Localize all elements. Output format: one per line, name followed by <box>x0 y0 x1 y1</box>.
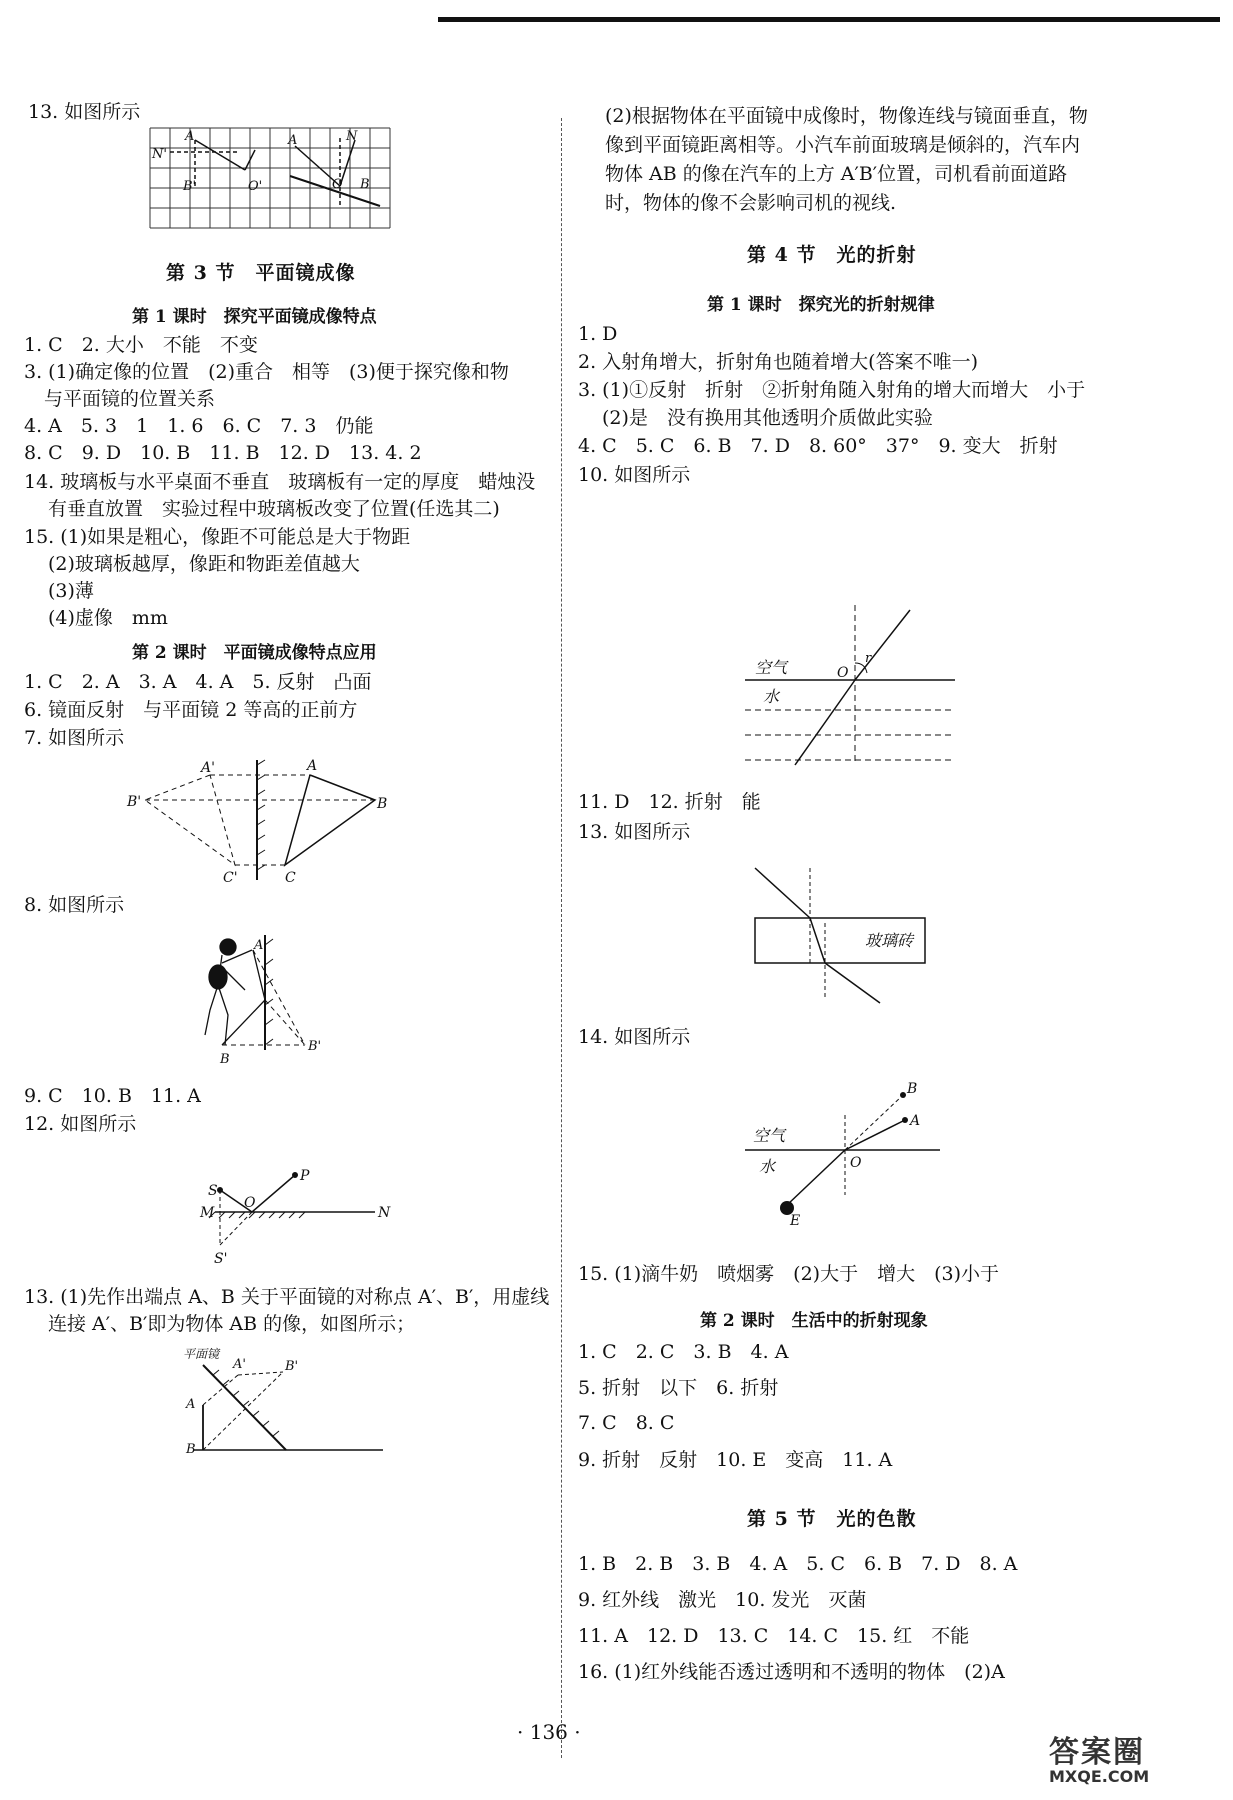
svg-text:N: N <box>378 1205 391 1221</box>
q14-figure-label: 14. 如图所示 <box>578 1026 691 1048</box>
answer-line: 9. 红外线 激光 10. 发光 灭菌 <box>578 1589 867 1611</box>
svg-text:A': A' <box>233 1357 246 1372</box>
answer-line: 有垂直放置 实验过程中玻璃板改变了位置(任选其二) <box>48 498 500 520</box>
section-4-lesson-2-title: 第 2 课时 生活中的折射现象 <box>700 1311 928 1331</box>
glass-brick-label: 玻璃砖 <box>865 931 914 950</box>
answer-line: 11. D 12. 折射 能 <box>578 791 761 813</box>
q8-figure-label: 8. 如图所示 <box>24 894 125 916</box>
answer-line: 4. C 5. C 6. B 7. D 8. 60° 37° 9. 变大 折射 <box>578 435 1058 457</box>
svg-text:A: A <box>186 1397 196 1412</box>
svg-text:E: E <box>790 1213 801 1229</box>
answer-line: 13. (1)先作出端点 A、B 关于平面镜的对称点 A′、B′，用虚线 <box>24 1286 550 1308</box>
answer-line: 16. (1)红外线能否透过透明和不透明的物体 (2)A <box>578 1661 1005 1683</box>
svg-text:C': C' <box>223 870 238 886</box>
water-label: 水 <box>763 687 780 706</box>
answer-line: 1. C 2. C 3. B 4. A <box>578 1341 789 1363</box>
svg-text:B': B' <box>308 1039 322 1054</box>
svg-text:A: A <box>910 1113 921 1129</box>
answer-line: 1. D <box>578 323 618 345</box>
answer-line: 3. (1)确定像的位置 (2)重合 相等 (3)便于探究像和物 <box>24 361 509 383</box>
svg-text:S: S <box>208 1183 218 1199</box>
svg-text:r: r <box>865 651 872 666</box>
watermark-bottom: MXQE.COM <box>1049 1767 1150 1786</box>
answer-line: 1. C 2. 大小 不能 不变 <box>24 334 258 356</box>
section-4-title: 第 4 节 光的折射 <box>747 244 917 266</box>
figure-7-mirror-triangle <box>125 760 405 890</box>
answer-line: 7. 如图所示 <box>24 727 125 749</box>
svg-text:O: O <box>837 665 849 681</box>
answer-line: (4)虚像 mm <box>48 607 168 629</box>
svg-text:B': B' <box>285 1359 299 1374</box>
answer-line: 5. 折射 以下 6. 折射 <box>578 1377 779 1399</box>
answer-line: 3. (1)①反射 折射 ②折射角随入射角的增大而增大 小于 <box>578 379 1086 401</box>
section-5-title: 第 5 节 光的色散 <box>747 1508 917 1530</box>
answer-line: 9. 折射 反射 10. E 变高 11. A <box>578 1449 893 1471</box>
figure-8-person-mirror <box>190 935 340 1070</box>
answer-line: 14. 玻璃板与水平桌面不垂直 玻璃板有一定的厚度 蜡烛没 <box>24 471 536 493</box>
figure-13-glass-brick <box>755 868 945 1003</box>
answer-line: (2)根据物体在平面镜中成像时，物像连线与镜面垂直，物 <box>605 105 1088 127</box>
answer-line: 像到平面镜距离相等。小汽车前面玻璃是倾斜的，汽车内 <box>605 134 1081 156</box>
svg-text:B: B <box>186 1442 196 1457</box>
plane-mirror-label: 平面镜 <box>183 1347 220 1361</box>
answer-line: 2. 入射角增大，折射角也随着增大(答案不唯一) <box>578 351 978 373</box>
svg-text:A: A <box>288 133 298 148</box>
answer-line: 15. (1)滴牛奶 喷烟雾 (2)大于 增大 (3)小于 <box>578 1263 999 1285</box>
svg-text:B': B' <box>183 179 197 194</box>
section-3-title: 第 3 节 平面镜成像 <box>166 262 356 284</box>
svg-text:B: B <box>377 796 388 812</box>
svg-text:O: O <box>850 1155 862 1171</box>
svg-text:M: M <box>200 1205 215 1221</box>
answer-line: 1. B 2. B 3. B 4. A 5. C 6. B 7. D 8. A <box>578 1553 1018 1575</box>
watermark-logo <box>1049 1735 1219 1790</box>
svg-text:B: B <box>360 177 370 192</box>
svg-text:P: P <box>300 1168 310 1184</box>
figure-13-grid <box>150 128 410 248</box>
q12-figure-label: 12. 如图所示 <box>24 1113 137 1135</box>
page-number: · 136 · <box>517 1720 581 1744</box>
svg-text:B': B' <box>127 794 142 810</box>
answer-line: 11. A 12. D 13. C 14. C 15. 红 不能 <box>578 1625 970 1647</box>
svg-text:O: O <box>244 1195 256 1211</box>
answer-line: 1. C 2. A 3. A 4. A 5. 反射 凸面 <box>24 671 372 693</box>
q13-figure-label: 13. 如图所示 <box>28 101 141 123</box>
answer-line: 7. C 8. C <box>578 1412 675 1434</box>
svg-text:O: O <box>332 177 343 192</box>
section-4-lesson-1-title: 第 1 课时 探究光的折射规律 <box>707 295 935 315</box>
column-divider <box>561 118 562 1758</box>
answer-line: 6. 镜面反射 与平面镜 2 等高的正前方 <box>24 699 358 721</box>
svg-text:A: A <box>185 129 195 144</box>
water-label: 水 <box>759 1157 776 1176</box>
svg-text:B: B <box>907 1081 918 1097</box>
answer-line: (2)玻璃板越厚，像距和物距差值越大 <box>48 553 360 575</box>
svg-text:A: A <box>307 758 318 774</box>
svg-text:A: A <box>254 938 264 953</box>
figure-14-refraction-eye <box>745 1075 945 1229</box>
answer-line: 15. (1)如果是粗心，像距不可能总是大于物距 <box>24 526 411 548</box>
figure-12-reflection <box>200 1155 390 1265</box>
answer-line: 4. A 5. 3 1 1. 6 6. C 7. 3 仍能 <box>24 415 374 437</box>
air-label: 空气 <box>755 658 788 677</box>
svg-text:A': A' <box>201 760 215 776</box>
figure-10-refraction <box>745 605 965 770</box>
figure-13b-plane-mirror <box>178 1347 388 1465</box>
answer-line: 10. 如图所示 <box>578 464 691 486</box>
svg-text:O': O' <box>248 179 263 194</box>
answer-line: 物体 AB 的像在汽车的上方 A′B′位置，司机看前面道路 <box>605 163 1068 185</box>
q13-figure-label: 13. 如图所示 <box>578 821 691 843</box>
svg-text:S': S' <box>214 1251 228 1267</box>
top-rule <box>438 17 1220 22</box>
answer-line: 与平面镜的位置关系 <box>44 388 216 410</box>
watermark-top: 答案圈 <box>1049 1735 1145 1770</box>
svg-text:N': N' <box>152 147 167 162</box>
air-label: 空气 <box>753 1126 786 1145</box>
lesson-1-title: 第 1 课时 探究平面镜成像特点 <box>132 307 377 327</box>
lesson-2-title: 第 2 课时 平面镜成像特点应用 <box>132 643 377 663</box>
svg-text:B: B <box>220 1052 230 1067</box>
answer-line: 9. C 10. B 11. A <box>24 1085 201 1107</box>
answer-line: (2)是 没有换用其他透明介质做此实验 <box>602 407 933 429</box>
answer-line: 8. C 9. D 10. B 11. B 12. D 13. 4. 2 <box>24 442 422 464</box>
answer-line: 连接 A′、B′即为物体 AB 的像，如图所示； <box>48 1313 416 1335</box>
svg-text:N: N <box>346 129 358 144</box>
svg-text:C: C <box>285 870 296 886</box>
answer-line: 时，物体的像不会影响司机的视线. <box>605 192 897 214</box>
answer-line: (3)薄 <box>48 580 94 602</box>
